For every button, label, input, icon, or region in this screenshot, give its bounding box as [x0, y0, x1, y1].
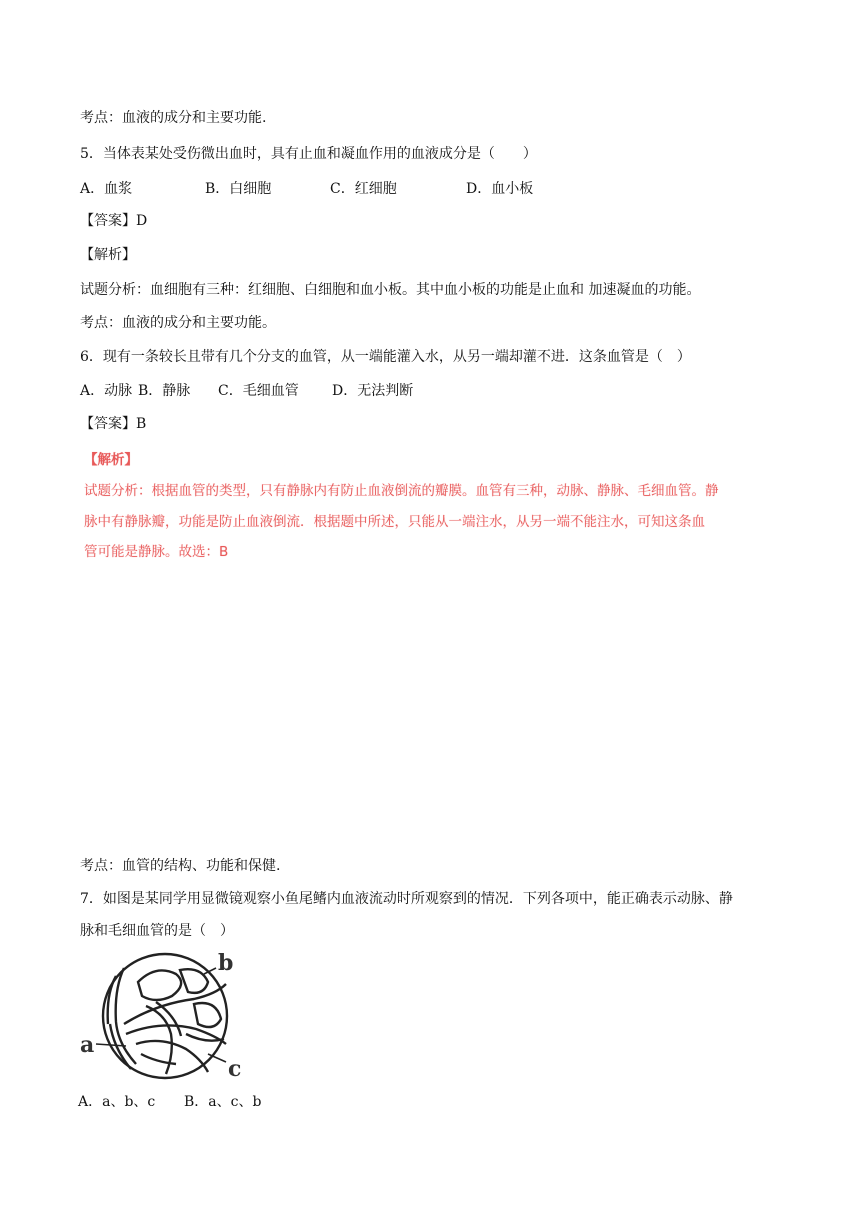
- q5-analysis: 试题分析：血细胞有三种：红细胞、白细胞和血小板。其中血小板的功能是止血和 加速凝血的功能。: [80, 282, 701, 298]
- q5-options: [80, 179, 533, 199]
- q6-analysis-line-1: 试题分析：根据血管的类型，只有静脉内有防止血液倒流的瓣膜。血管有三种，动脉、静脉、毛细血管。静: [84, 483, 719, 499]
- q6-analysis-label: 【解析】: [84, 452, 138, 468]
- q7-option-a: A．a、b、c: [78, 1094, 156, 1110]
- figure-label-a: a: [80, 1032, 95, 1058]
- q5-option-d: D．血小板: [466, 181, 534, 197]
- q6-question: 6．现有一条较长且带有几个分支的血管，从一端能灌入水，从另一端却灌不进．这条血管是（ ）: [80, 349, 691, 365]
- q6-option-c: C．毛细血管: [218, 383, 299, 399]
- q6-analysis-line-3: 管可能是静脉。故选：B: [84, 544, 229, 560]
- q5-option-a: A．血浆: [80, 181, 133, 197]
- q7-option-b: B．a、c、b: [184, 1094, 262, 1110]
- q4-kaodian: 考点：血液的成分和主要功能.: [80, 110, 267, 126]
- q5-analysis-label: 【解析】: [80, 247, 136, 263]
- q6-option-a: A．动脉: [80, 383, 133, 399]
- q6-kaodian: 考点：血管的结构、功能和保健.: [80, 858, 281, 874]
- q6-options: [80, 381, 413, 401]
- q7-options: [78, 1092, 261, 1112]
- q7-question-line-1: 7．如图是某同学用显微镜观察小鱼尾鳍内血液流动时所观察到的情况．下列各项中，能正确表示动脉、静: [80, 891, 733, 907]
- q6-analysis-line-2: 脉中有静脉瓣，功能是防止血液倒流．根据题中所述，只能从一端注水，从另一端不能注水，可知这条血: [84, 514, 705, 530]
- q5-option-c: C．红细胞: [330, 181, 397, 197]
- q6-option-d: D．无法判断: [332, 383, 414, 399]
- q6-option-b: B．静脉: [138, 383, 191, 399]
- q6-answer: 【答案】B: [80, 416, 147, 432]
- figure-label-b: b: [218, 950, 234, 976]
- q5-option-b: B．白细胞: [205, 181, 272, 197]
- blood-vessel-figure: [76, 944, 256, 1084]
- q7-question-line-2: 脉和毛细血管的是（ ）: [80, 923, 234, 939]
- q5-question: 5．当体表某处受伤微出血时，具有止血和凝血作用的血液成分是（ ）: [80, 146, 537, 162]
- q5-answer: 【答案】D: [80, 213, 148, 229]
- figure-label-c: c: [228, 1056, 242, 1082]
- q5-kaodian: 考点：血液的成分和主要功能。: [80, 315, 276, 331]
- blood-vessel-drawing: [76, 944, 256, 1084]
